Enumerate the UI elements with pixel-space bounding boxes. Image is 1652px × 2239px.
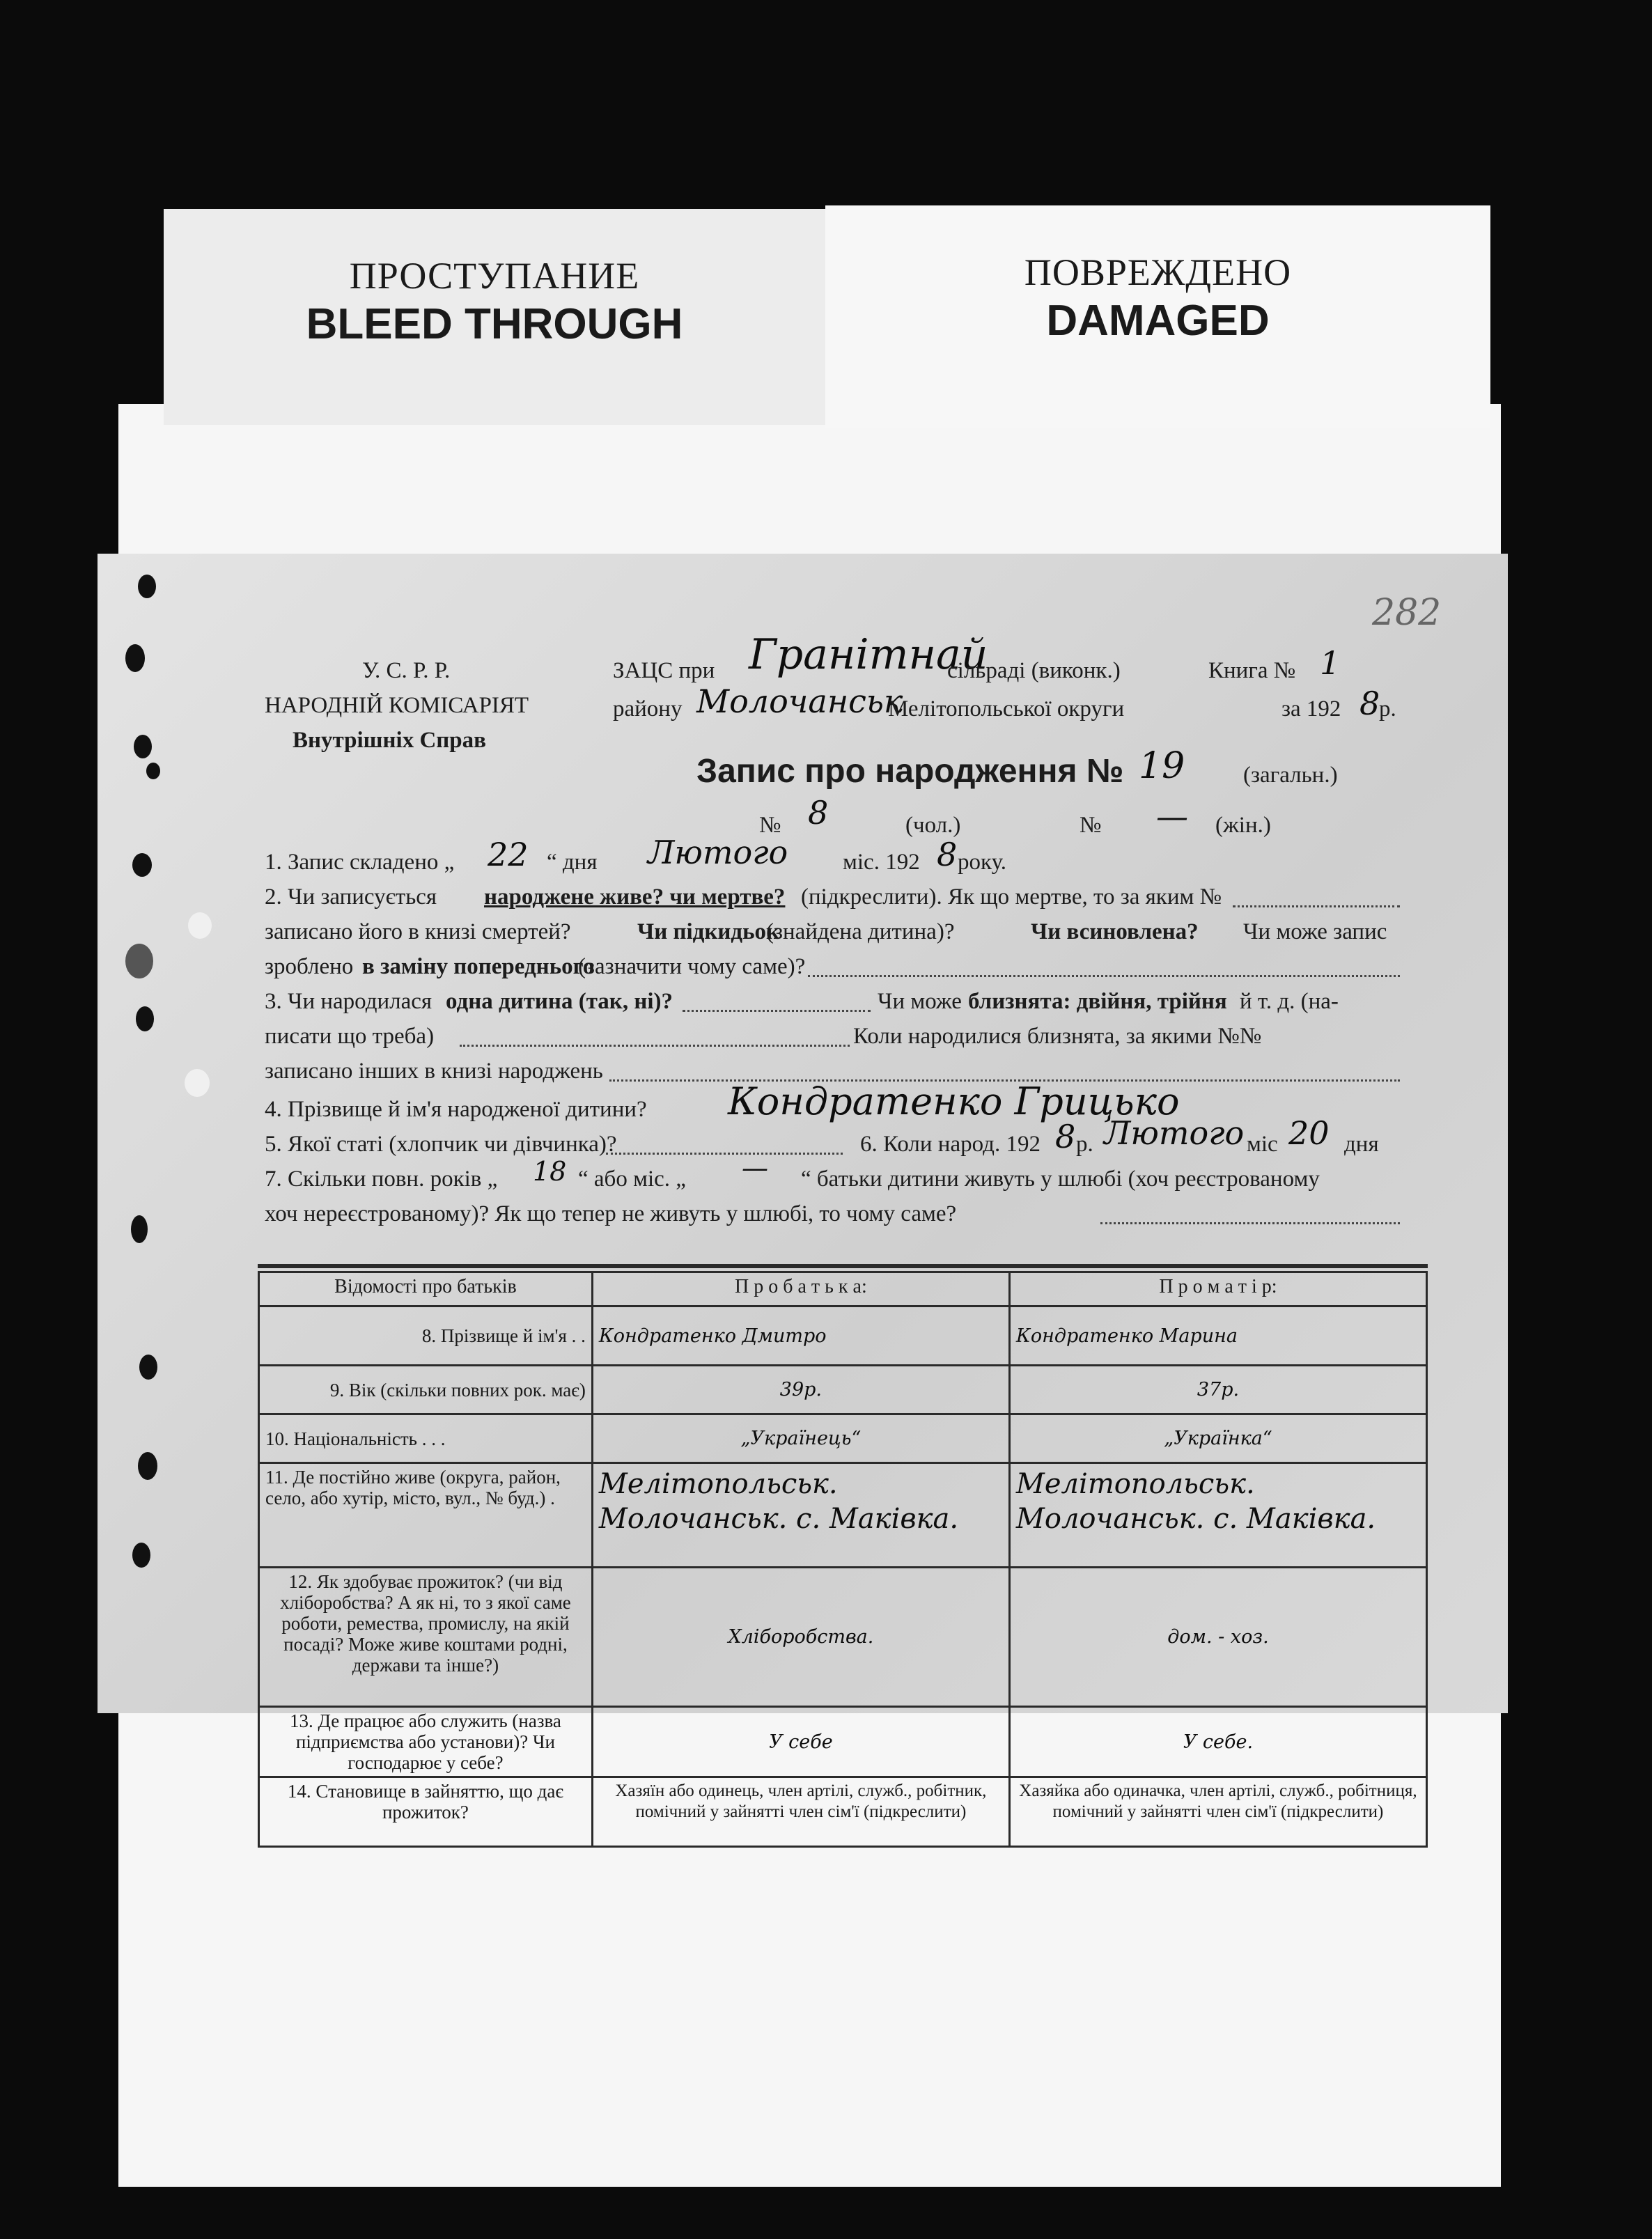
mother-cell: дом. - хоз.: [1009, 1568, 1426, 1707]
mother-cell: „Українка“: [1009, 1414, 1426, 1463]
num-sign: №: [1080, 813, 1102, 838]
num-sign: №: [759, 813, 781, 838]
year-label: за 192: [1281, 696, 1341, 721]
table-row: [259, 1777, 1427, 1847]
line-1-text: “ дня: [547, 850, 598, 875]
line-9-text: 5. Якої статі (хлопчик чи дівчинка)?: [265, 1132, 617, 1157]
line-6-text: Коли народилися близнята, за якими №№: [853, 1024, 1262, 1049]
line-5-bold: одна дитина (так, ні)?: [446, 989, 673, 1014]
marriage-months-hw: —: [742, 1153, 768, 1183]
district-label: району: [613, 696, 683, 721]
row-label: 14. Становище в зайняттю, що дає прожиток?: [259, 1777, 593, 1847]
blank-line: [1100, 1222, 1400, 1224]
table-header: Відомості про батьків: [259, 1272, 593, 1306]
binding-hole: [185, 1069, 210, 1097]
binding-hole: [125, 944, 153, 978]
mother-cell: Кондратенко Марина: [1009, 1306, 1426, 1366]
line-5-bold: близнята: двійня, трійня: [968, 989, 1227, 1014]
father-cell: 39р.: [592, 1366, 1009, 1414]
book-label: Книга №: [1208, 658, 1296, 683]
binding-hole: [132, 853, 152, 877]
blank-line: [808, 975, 1400, 977]
district-hw: Молочанськ: [696, 682, 903, 720]
table-row: [259, 1568, 1427, 1707]
female-label: (жін.): [1215, 813, 1271, 838]
father-cell: „Українець“: [592, 1414, 1009, 1463]
binding-hole: [146, 763, 160, 779]
line-1-text: 1. Запис складено „: [265, 850, 455, 875]
book-number-hw: 1: [1320, 644, 1341, 682]
parents-table: [258, 1271, 1428, 1848]
birth-record-form: [98, 554, 1508, 1823]
label-ru: ПРОСТУПАНИЕ: [349, 255, 640, 297]
row-label: 11. Де постійно живе (округа, район, село, або хутір, місто, вул., № буд.) .: [259, 1463, 593, 1568]
father-cell: Хазяїн або одинець, член артілі, служб., робітник, помічний у зайнятті член сім'ї (підкреслити): [592, 1777, 1009, 1847]
damaged-label: [825, 205, 1490, 428]
okruha-label: Мелітопольської округи: [888, 696, 1125, 721]
table-header-row: [259, 1272, 1427, 1306]
father-cell: У себе: [592, 1707, 1009, 1777]
table-row: [259, 1414, 1427, 1463]
blank-line: [1233, 905, 1400, 907]
mother-cell: У себе.: [1009, 1707, 1426, 1777]
line-9-text: 6. Коли народ. 192: [860, 1132, 1041, 1157]
mother-cell: 37р.: [1009, 1366, 1426, 1414]
zags-prefix: ЗАЦС при: [613, 658, 715, 683]
record-title: Запис про народження №: [696, 753, 1124, 790]
father-cell: Кондратенко Дмитро: [592, 1306, 1009, 1366]
binding-hole: [131, 1215, 148, 1243]
father-cell: Хліборобства.: [592, 1568, 1009, 1707]
line-11-text: хоч нереєстрованому)? Як що тепер не живуть у шлюбі, то чому саме?: [265, 1201, 957, 1226]
line-4-text: (зазначити чому саме)?: [578, 954, 806, 979]
birth-year-hw: 8: [1055, 1118, 1076, 1155]
record-month-hw: Лютого: [648, 834, 788, 871]
table-row: [259, 1366, 1427, 1414]
label-ru: ПОВРЕЖДЕНО: [1024, 251, 1292, 293]
row-label: 8. Прізвище й ім'я . .: [259, 1306, 593, 1366]
line-2-text: (підкреслити). Як що мертве, то за яким №: [801, 884, 1222, 910]
general-label: (загальн.): [1243, 763, 1338, 788]
blank-line: [606, 1153, 843, 1155]
label-en: DAMAGED: [1046, 297, 1270, 345]
blank-line: [460, 1045, 850, 1047]
binding-hole: [188, 912, 212, 939]
binding-hole: [138, 1452, 157, 1480]
line-3-text: (знайдена дитина)?: [766, 919, 955, 944]
record-number-hw: 19: [1139, 745, 1185, 787]
line-9-text: міс: [1247, 1132, 1278, 1157]
line-6-text: писати що треба): [265, 1024, 435, 1049]
table-row: [259, 1463, 1427, 1568]
line-2-text: 2. Чи записується: [265, 884, 437, 910]
zags-suffix: сільраді (виконк.): [947, 658, 1121, 683]
line-8-text: 4. Прізвище й ім'я народженої дитини?: [265, 1097, 647, 1122]
record-day-hw: 22: [488, 836, 529, 873]
line-3-text: Чи може запис: [1243, 919, 1387, 944]
line-10-text: “ батьки дитини живуть у шлюбі (хоч реєстрованому: [801, 1167, 1320, 1192]
bleed-through-label: [164, 209, 825, 425]
table-row: [259, 1306, 1427, 1366]
binding-hole: [132, 1543, 150, 1568]
birth-month-hw: Лютого: [1104, 1114, 1245, 1152]
birth-day-hw: 20: [1288, 1114, 1330, 1152]
table-top-rule: [258, 1264, 1428, 1268]
line-3-bold: Чи всиновлена?: [1031, 919, 1199, 944]
male-label: (чол.): [905, 813, 961, 838]
binding-hole: [134, 735, 152, 758]
row-label: 12. Як здобуває прожиток? (чи від хліборобства? А як ні, то з якої саме роботи, ремества, промислу, на якій посаді? Може живе коштами родні, держави та інше?): [259, 1568, 593, 1707]
line-3-bold: Чи підкидьок: [637, 919, 780, 944]
line-5-text: й т. д. (на-: [1240, 989, 1339, 1014]
dept-label: Внутрішніх Справ: [293, 728, 486, 753]
line-10-text: 7. Скільки повн. років „: [265, 1167, 498, 1192]
commissariat-label: НАРОДНІЙ КОМІСАРІЯТ: [265, 693, 529, 718]
line-4-text: зроблено: [265, 954, 354, 979]
page-number: 282: [1372, 592, 1442, 634]
mother-cell: Мелітопольськ. Молочанськ. с. Маківка.: [1009, 1463, 1426, 1568]
line-1-text: року.: [958, 850, 1007, 875]
mother-cell: Хазяйка або одиначка, член артілі, служб., робітниця, помічний у зайнятті член сім'ї (підкреслити): [1009, 1777, 1426, 1847]
line-4-bold: в заміну попереднього: [362, 954, 595, 979]
row-label: 9. Вік (скільки повних рок. має): [259, 1366, 593, 1414]
female-number-hw: —: [1156, 797, 1188, 835]
binding-hole: [125, 644, 145, 672]
child-name-hw: Кондратенко Грицько: [728, 1079, 1180, 1123]
ussr-label: У. С. Р. Р.: [362, 658, 451, 683]
year-hw: 8: [1359, 685, 1380, 722]
line-9-text: р.: [1076, 1132, 1093, 1157]
line-3-text: записано його в книзі смертей?: [265, 919, 571, 944]
line-7-text: записано інших в книзі народжень: [265, 1059, 603, 1084]
line-2-bold: народжене живе? чи мертве?: [484, 884, 786, 910]
line-5-text: 3. Чи народилася: [265, 989, 433, 1014]
table-header: П р о б а т ь к а:: [592, 1272, 1009, 1306]
father-cell: Мелітопольськ. Молочанськ. с. Маківка.: [592, 1463, 1009, 1568]
marriage-years-hw: 18: [533, 1156, 567, 1187]
row-label: 13. Де працює або служить (назва підприємства або установи)? Чи господарює у себе?: [259, 1707, 593, 1777]
village-council-hw: Гранітнай: [749, 630, 988, 679]
label-en: BLEED THROUGH: [306, 300, 683, 348]
row-label: 10. Національність . . .: [259, 1414, 593, 1463]
line-10-text: “ або міс. „: [578, 1167, 686, 1192]
table-row: [259, 1707, 1427, 1777]
binding-hole: [136, 1006, 154, 1031]
binding-hole: [138, 575, 156, 598]
record-year-hw: 8: [937, 836, 958, 873]
line-9-text: дня: [1344, 1132, 1379, 1157]
year-suffix: р.: [1379, 696, 1396, 721]
blank-line: [683, 1010, 871, 1012]
male-number-hw: 8: [808, 794, 829, 832]
binding-hole: [139, 1355, 157, 1380]
line-1-text: міс. 192: [843, 850, 920, 875]
table-header: П р о м а т і р:: [1009, 1272, 1426, 1306]
line-5-text: Чи може: [878, 989, 962, 1014]
